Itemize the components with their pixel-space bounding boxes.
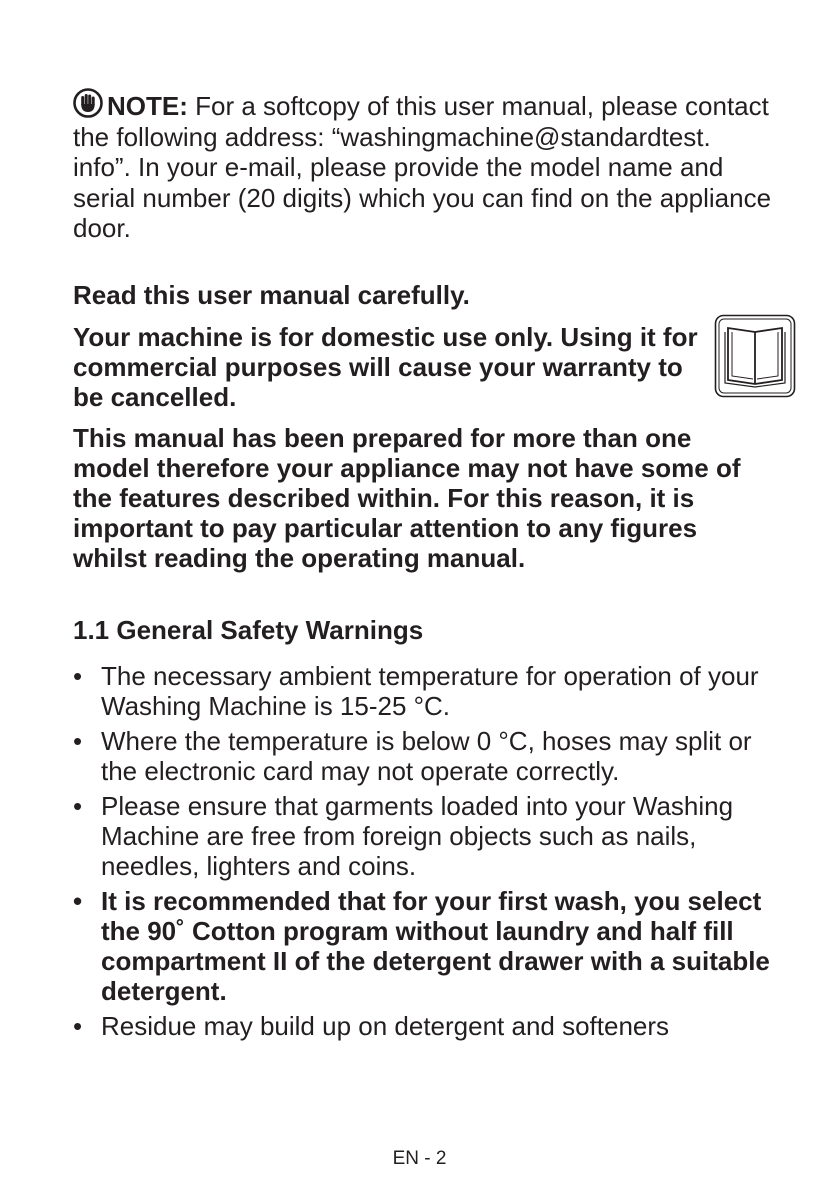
safety-warnings-list — [73, 661, 773, 1041]
bullet: • — [73, 885, 83, 916]
list-item — [73, 886, 773, 1006]
bullet: • — [73, 725, 83, 756]
domestic-use-paragraph: Your machine is for domestic use only. Using it for commercial purposes will cause your warranty to be cancelled. — [73, 321, 698, 412]
open-book-icon — [714, 314, 796, 398]
note-label: NOTE: — [107, 91, 188, 121]
list-item — [73, 726, 773, 786]
list-item-text: The necessary ambient temperature for operation of your Washing Machine is 15-25 °C. — [101, 660, 759, 721]
list-item-text: It is recommended that for your first wash, you select the 90˚ Cotton program without laundry and half fill compartment II of the detergent drawer with a suitable detergent. — [101, 885, 770, 1006]
multi-model-paragraph: This manual has been prepared for more than one model therefore your appliance may not have some of the features described within. For this reason, it is important to pay particular attention to any figures whilst reading the operating manual. — [73, 422, 741, 573]
note-paragraph — [73, 88, 773, 244]
bullet: • — [73, 660, 83, 691]
list-item — [73, 1011, 773, 1041]
list-item-text: Please ensure that garments loaded into your Washing Machine are free from foreign objects such as nails, needles, lighters and coins. — [101, 790, 734, 881]
list-item — [73, 791, 773, 881]
page-number: EN - 2 — [392, 1148, 447, 1169]
list-item-text: Residue may build up on detergent and softeners — [101, 1010, 670, 1041]
list-item — [73, 661, 773, 721]
note-text: For a softcopy of this user manual, please contact the following address: “washingmachine@standardtest. info”. In your e-mail, please provide the model name and serial number (20 digits) which you can find on the appliance door. — [73, 91, 772, 243]
raised-hand-icon — [73, 88, 103, 118]
bullet: • — [73, 790, 83, 821]
list-item-text: Where the temperature is below 0 °C, hoses may split or the electronic card may not operate correctly. — [101, 725, 752, 786]
manual-page — [73, 88, 773, 1046]
section-title: 1.1 General Safety Warnings — [73, 614, 424, 645]
read-manual-heading: Read this user manual carefully. — [73, 279, 470, 310]
bullet: • — [73, 1010, 83, 1041]
